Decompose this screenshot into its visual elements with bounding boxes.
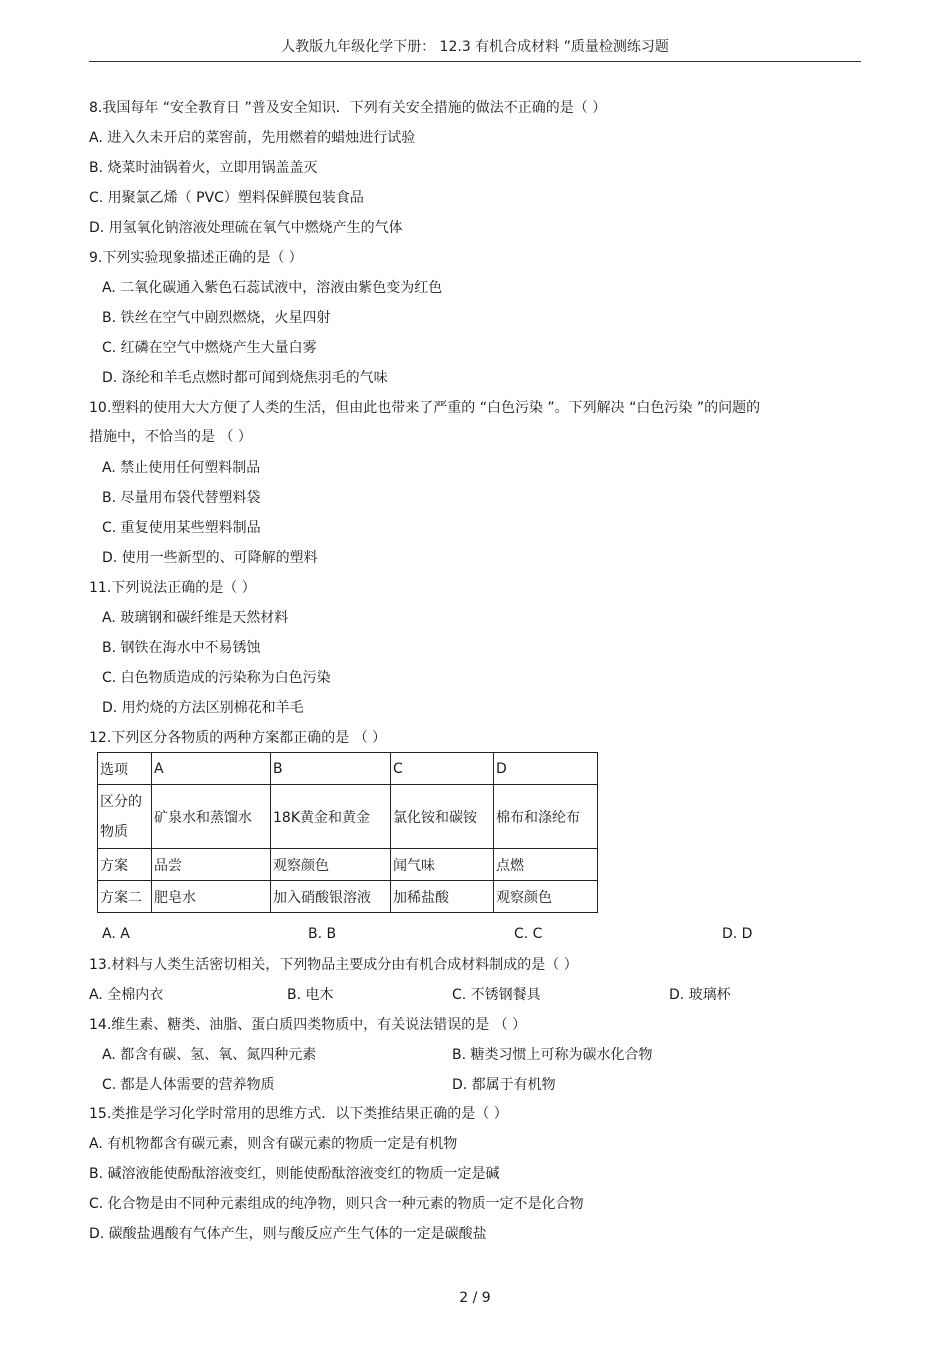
q9-option-d: D. 涤纶和羊毛点燃时都可闻到烧焦羽毛的气味 <box>102 370 388 386</box>
q13-option-b: B. 电木 <box>287 987 334 1003</box>
q12-option-b: B. B <box>308 926 337 942</box>
table-cell: 观察颜色 <box>494 881 598 913</box>
table-cell: 18K黄金和黄金 <box>271 785 391 849</box>
q8-stem: 8.我国每年 “安全教育日 ”普及安全知识．下列有关安全措施的做法不正确的是（ ） <box>89 100 607 116</box>
table-cell: D <box>494 753 598 785</box>
table-cell: 选项 <box>98 753 152 785</box>
table-cell: A <box>152 753 271 785</box>
table-cell: 方案 <box>98 849 152 881</box>
q14-stem: 14.维生素、糖类、油脂、蛋白质四类物质中，有关说法错误的是 （ ） <box>89 1017 527 1033</box>
table-cell: 品尝 <box>152 849 271 881</box>
q8-option-c: C. 用聚氯乙烯（ PVC）塑料保鲜膜包装食品 <box>89 190 364 206</box>
q10-option-a: A. 禁止使用任何塑料制品 <box>102 460 261 476</box>
q12-option-d: D. D <box>722 926 753 942</box>
q14-option-a: A. 都含有碳、氢、氧、氮四种元素 <box>102 1047 317 1063</box>
table-cell: 矿泉水和蒸馏水 <box>152 785 271 849</box>
q10-stem-line2: 措施中，不恰当的是 （ ） <box>89 429 252 445</box>
q14-option-b: B. 糖类习惯上可称为碳水化合物 <box>452 1047 653 1063</box>
q12-stem: 12.下列区分各物质的两种方案都正确的是 （ ） <box>89 730 387 746</box>
q13-option-d: D. 玻璃杯 <box>669 987 731 1003</box>
q9-option-a: A. 二氧化碳通入紫色石蕊试液中，溶液由紫色变为红色 <box>102 280 443 296</box>
table-cell <box>98 785 152 849</box>
q12-option-a: A. A <box>102 926 130 942</box>
table-row <box>98 753 598 785</box>
table-row <box>98 881 598 913</box>
q11-option-c: C. 白色物质造成的污染称为白色污染 <box>102 670 331 686</box>
q10-option-d: D. 使用一些新型的、可降解的塑料 <box>102 550 318 566</box>
q8-option-a: A. 进入久未开启的菜窖前，先用燃着的蜡烛进行试验 <box>89 130 416 146</box>
row-header-line1: 区分的 <box>100 793 142 810</box>
q15-option-c: C. 化合物是由不同种元素组成的纯净物，则只含一种元素的物质一定不是化合物 <box>89 1196 584 1212</box>
q13-option-a: A. 全棉内衣 <box>89 987 164 1003</box>
q13-option-c: C. 不锈钢餐具 <box>452 987 541 1003</box>
table-cell: 点燃 <box>494 849 598 881</box>
q8-option-b: B. 烧菜时油锅着火，立即用锅盖盖灭 <box>89 160 318 176</box>
table-cell: 方案二 <box>98 881 152 913</box>
table-cell: 闻气味 <box>391 849 494 881</box>
q9-option-b: B. 铁丝在空气中剧烈燃烧，火星四射 <box>102 310 331 326</box>
table-row <box>98 849 598 881</box>
q11-stem: 11.下列说法正确的是（ ） <box>89 580 256 596</box>
q15-option-b: B. 碱溶液能使酚酞溶液变红，则能使酚酞溶液变红的物质一定是碱 <box>89 1166 500 1182</box>
q10-option-b: B. 尽量用布袋代替塑料袋 <box>102 490 261 506</box>
q11-option-d: D. 用灼烧的方法区别棉花和羊毛 <box>102 700 304 716</box>
q9-option-c: C. 红磷在空气中燃烧产生大量白雾 <box>102 340 317 356</box>
table-row <box>98 785 598 849</box>
header-divider <box>89 61 861 62</box>
table-cell: 棉布和涤纶布 <box>494 785 598 849</box>
q12-table <box>97 752 598 913</box>
q11-option-b: B. 钢铁在海水中不易锈蚀 <box>102 640 261 656</box>
q15-option-a: A. 有机物都含有碳元素，则含有碳元素的物质一定是有机物 <box>89 1136 458 1152</box>
q15-option-d: D. 碳酸盐遇酸有气体产生，则与酸反应产生气体的一定是碳酸盐 <box>89 1226 487 1242</box>
table-cell: 观察颜色 <box>271 849 391 881</box>
q11-option-a: A. 玻璃钢和碳纤维是天然材料 <box>102 610 289 626</box>
q8-option-d: D. 用氢氧化钠溶液处理硫在氧气中燃烧产生的气体 <box>89 220 403 236</box>
q12-option-c: C. C <box>514 926 543 942</box>
q9-stem: 9.下列实验现象描述正确的是（ ） <box>89 250 303 266</box>
table-cell: 肥皂水 <box>152 881 271 913</box>
row-header-line2: 物质 <box>100 823 128 840</box>
q10-stem-line1: 10.塑料的使用大大方便了人类的生活，但由此也带来了严重的 “白色污染 ”。下列解决 “白色污染 ”的问题的 <box>89 400 761 416</box>
page-header: 人教版九年级化学下册： 12.3 有机合成材料 ”质量检测练习题 <box>281 39 669 55</box>
table-cell: B <box>271 753 391 785</box>
table-cell: 加入硝酸银溶液 <box>271 881 391 913</box>
q14-option-c: C. 都是人体需要的营养物质 <box>102 1077 275 1093</box>
q14-option-d: D. 都属于有机物 <box>452 1077 556 1093</box>
table-cell: C <box>391 753 494 785</box>
table-cell: 加稀盐酸 <box>391 881 494 913</box>
q15-stem: 15.类推是学习化学时常用的思维方式．以下类推结果正确的是（ ） <box>89 1106 508 1122</box>
page-number: 2 / 9 <box>459 1290 491 1306</box>
table-cell: 氯化铵和碳铵 <box>391 785 494 849</box>
q13-stem: 13.材料与人类生活密切相关，下列物品主要成分由有机合成材料制成的是（ ） <box>89 957 578 973</box>
q10-option-c: C. 重复使用某些塑料制品 <box>102 520 261 536</box>
